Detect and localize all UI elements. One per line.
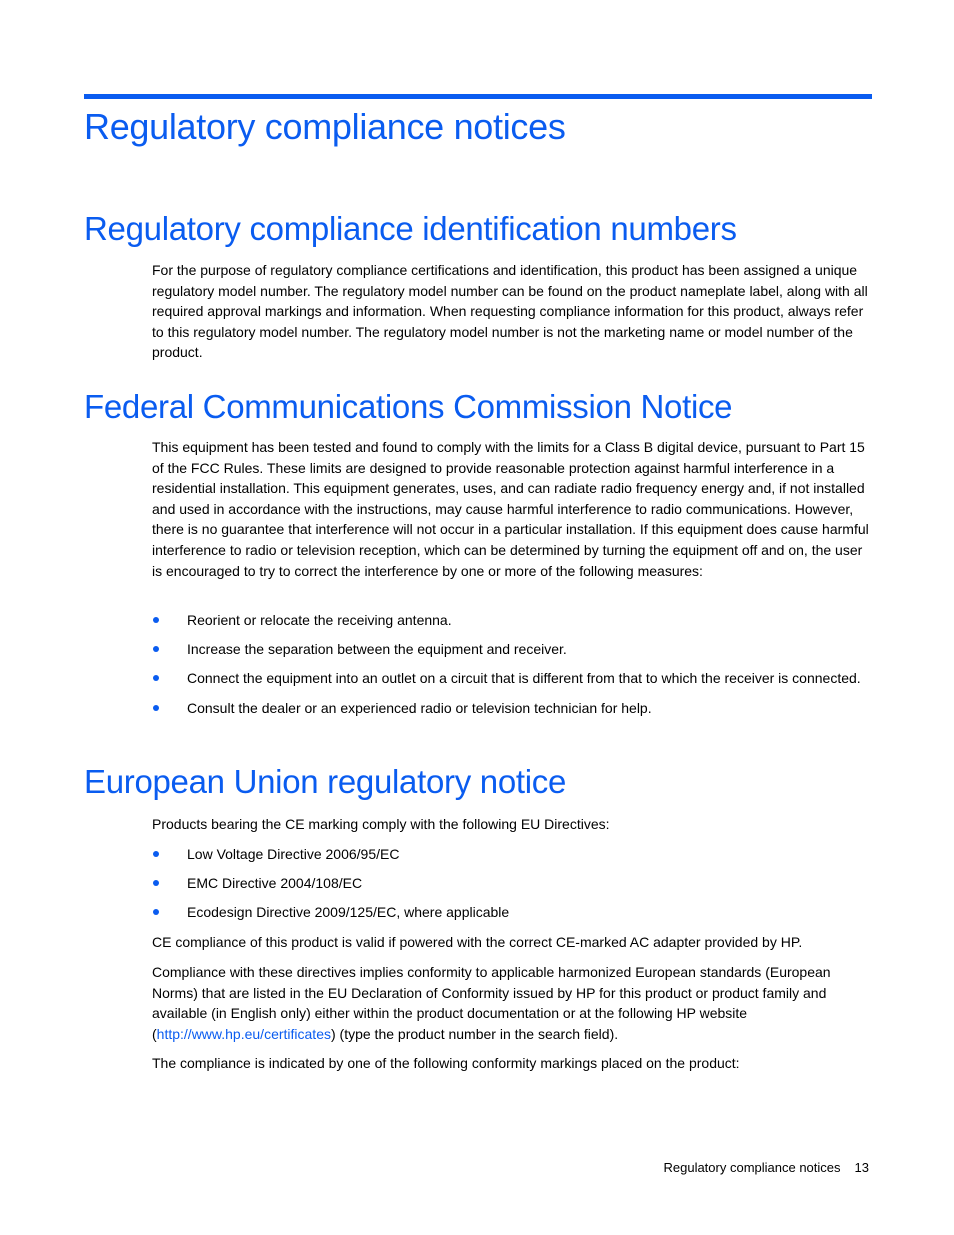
- conformity-body: [152, 962, 872, 1044]
- heading-fcc-notice: Federal Communications Commission Notice: [84, 388, 733, 425]
- bullet-icon: [153, 909, 159, 915]
- eu-intro: [152, 814, 872, 835]
- page-number: 13: [854, 1160, 869, 1175]
- list-item: Reorient or relocate the receiving antenna.: [152, 610, 872, 631]
- eu-intro-paragraph: Products bearing the CE marking comply with the following EU Directives:: [152, 816, 610, 832]
- page-footer: [663, 1158, 869, 1178]
- markings-paragraph: The compliance is indicated by one of the following conformity markings placed on the product:: [152, 1055, 740, 1071]
- conformity-paragraph: Compliance with these directives implies conformity to applicable harmonized European standards (European Norms) that are listed in the EU Declaration of Conformity issued by HP for this product or product family and available (in English only) either within the product documentation or at the following HP website (http://www.hp.eu/certificates) (type the product number in the search field).: [152, 964, 831, 1042]
- list-item: Low Voltage Directive 2006/95/EC: [152, 844, 872, 865]
- heading-eu-notice: European Union regulatory notice: [84, 763, 567, 800]
- list-item: EMC Directive 2004/108/EC: [152, 873, 872, 894]
- ce-compliance-body: [152, 932, 872, 953]
- ce-compliance-paragraph: CE compliance of this product is valid if powered with the correct CE-marked AC adapter provided by HP.: [152, 934, 803, 950]
- footer-section-name: Regulatory compliance notices: [663, 1160, 841, 1175]
- hp-certificates-link[interactable]: http://www.hp.eu/certificates: [156, 1025, 331, 1042]
- bullet-icon: [153, 880, 159, 886]
- list-item: Consult the dealer or an experienced radio or television technician for help.: [152, 698, 872, 719]
- fcc-body: [152, 437, 872, 581]
- list-item: Increase the separation between the equipment and receiver.: [152, 639, 872, 660]
- markings-body: [152, 1053, 872, 1074]
- bullet-icon: [153, 646, 159, 652]
- bullet-icon: [153, 705, 159, 711]
- top-rule: [84, 94, 872, 99]
- list-item: Ecodesign Directive 2009/125/EC, where applicable: [152, 902, 872, 923]
- fcc-paragraph: This equipment has been tested and found to comply with the limits for a Class B digital device, pursuant to Part 15 of the FCC Rules. These limits are designed to provide reasonable protection against harmful interference in a residential installation. This equipment generates, uses, and can radiate radio frequency energy and, if not installed and used in accordance with the instructions, may cause harmful interference to radio communications. However, there is no guarantee that interference will not occur in a particular installation. If this equipment does cause harmful interference to radio or television reception, which can be determined by turning the equipment off and on, the user is encouraged to try to correct the interference by one or more of the following measures:: [152, 439, 869, 579]
- regulatory-id-paragraph: For the purpose of regulatory compliance certifications and identification, this product has been assigned a unique regulatory model number. The regulatory model number can be found on the product nameplate label, along with all required approval markings and information. When requesting compliance information for this product, always refer to this regulatory model number. The regulatory model number is not the marketing name or model number of the product.: [152, 262, 868, 361]
- bullet-icon: [153, 851, 159, 857]
- fcc-measures-list: [152, 610, 872, 727]
- eu-directives-list: [152, 844, 872, 932]
- bullet-icon: [153, 617, 159, 623]
- bullet-icon: [153, 675, 159, 681]
- page-title: Regulatory compliance notices: [84, 106, 566, 147]
- list-item: Connect the equipment into an outlet on a circuit that is different from that to which the receiver is connected.: [152, 668, 872, 689]
- regulatory-id-body: [152, 260, 872, 363]
- heading-regulatory-id: Regulatory compliance identification numbers: [84, 210, 737, 247]
